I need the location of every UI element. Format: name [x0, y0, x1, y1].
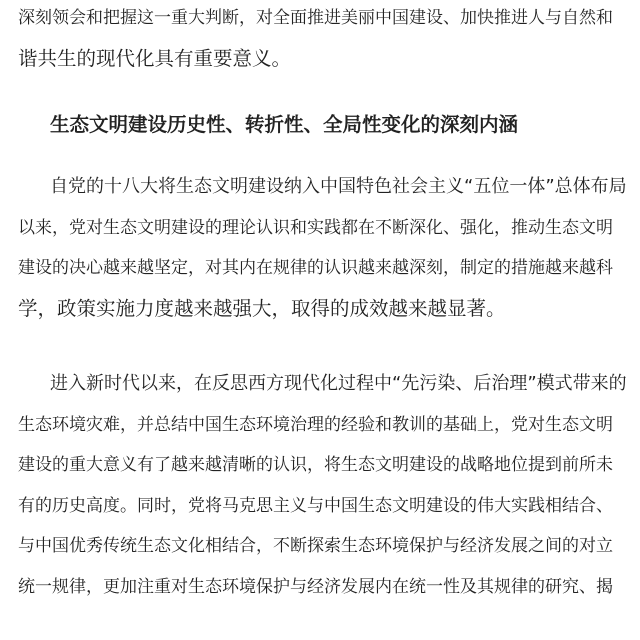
intro-line: 谐共生的现代化具有重要意义。: [18, 47, 292, 70]
paragraph-line: 建设的重大意义有了越来越清晰的认识，将生态文明建设的战略地位提到前所未: [18, 455, 613, 475]
paragraph-line: 学，政策实施力度越来越强大，取得的成效越来越显著。: [18, 297, 506, 320]
paragraph-line: 以来，党对生态文明建设的理论认识和实践都在不断深化、强化，推动生态文明: [18, 218, 613, 238]
intro-line: 深刻领会和把握这一重大判断，对全面推进美丽中国建设、加快推进人与自然和: [18, 8, 613, 28]
paragraph-line: 自党的十八大将生态文明建设纳入中国特色社会主义“五位一体”总体布局: [50, 176, 627, 197]
paragraph-line: 生态环境灾难，并总结中国生态环境治理的经验和教训的基础上，党对生态文明: [18, 415, 613, 435]
section-heading: 生态文明建设历史性、转折性、全局性变化的深刻内涵: [50, 113, 519, 136]
paragraph-line: 建设的决心越来越坚定，对其内在规律的认识越来越深刻，制定的措施越来越科: [18, 258, 613, 278]
paragraph-line: 与中国优秀传统生态文化相结合，不断探索生态环境保护与经济发展之间的对立: [18, 536, 613, 556]
paragraph-line: 进入新时代以来，在反思西方现代化过程中“先污染、后治理”模式带来的: [50, 373, 627, 394]
paragraph-line: 统一规律，更加注重对生态环境保护与经济发展内在统一性及其规律的研究、揭: [18, 577, 613, 597]
paragraph-line: 有的历史高度。同时，党将马克思主义与中国生态文明建设的伟大实践相结合、: [18, 496, 613, 516]
